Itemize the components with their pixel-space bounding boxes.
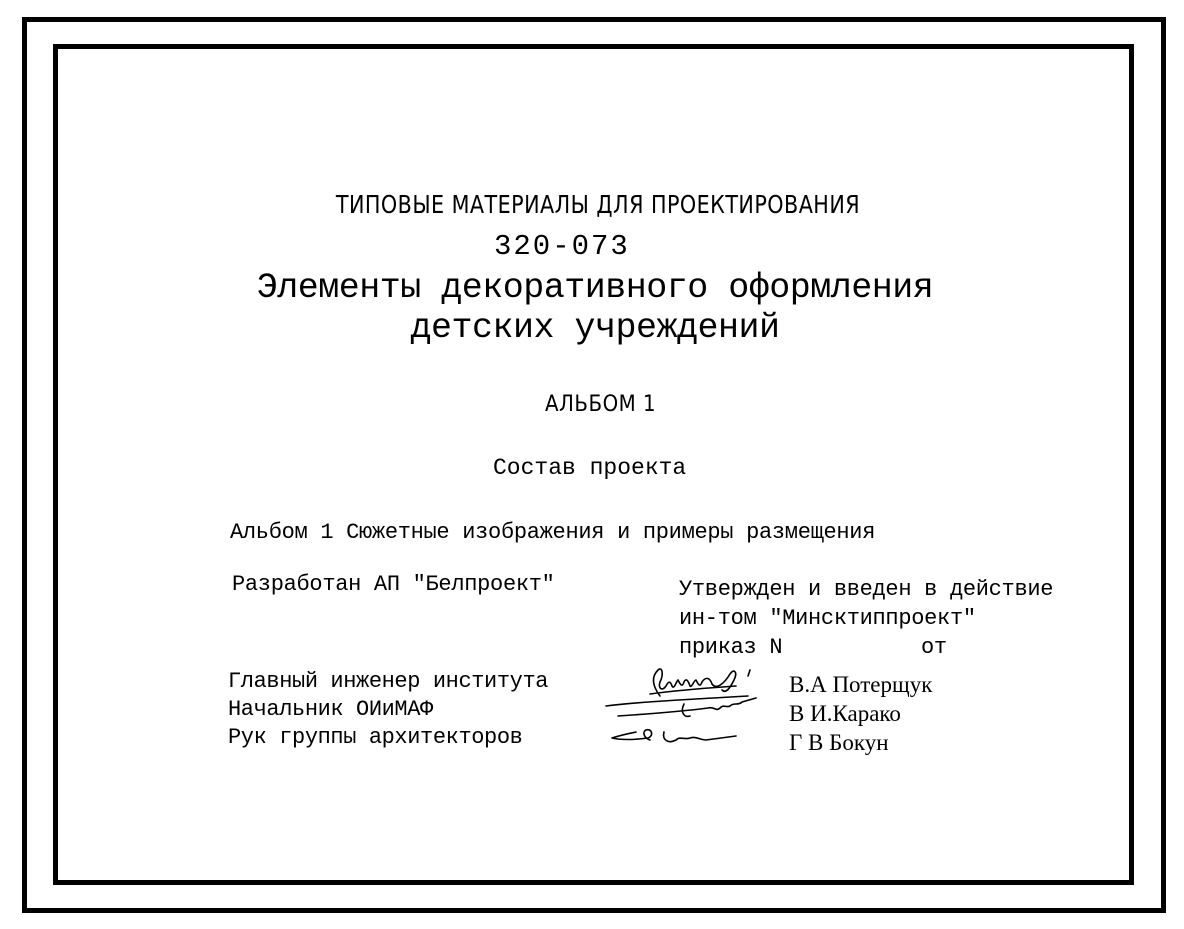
section-title: Состав проекта [493, 455, 687, 481]
name-bokun: Г В Бокун [789, 730, 889, 755]
role-architect-group-lead: Рук группы архитекторов [228, 725, 523, 750]
handwritten-signatures [598, 660, 778, 755]
role-chief-engineer: Главный инженер института [228, 669, 549, 694]
main-title-line-1: Элементы декоративного оформления [256, 268, 934, 308]
signatory-names [789, 670, 932, 757]
approval-from: от [921, 635, 947, 660]
role-department-head: Начальник ОИиМАФ [228, 697, 433, 722]
main-title [0, 268, 1184, 348]
developed-by: Разработан АП "Белпроект" [232, 572, 555, 597]
approval-line-3: приказ N [679, 635, 783, 660]
document-code: 320-073 [494, 230, 630, 263]
main-title-line-2: детских учреждений [410, 308, 780, 348]
album-description: Альбом 1 Сюжетные изображения и примеры размещения [230, 520, 876, 545]
approval-line-1: Утвержден и введен в действие [679, 577, 1054, 602]
series-title: ТИПОВЫЕ МАТЕРИАЛЫ ДЛЯ ПРОЕКТИРОВАНИЯ [335, 190, 861, 219]
name-karako: В И.Карако [789, 701, 901, 726]
signatory-roles [228, 668, 548, 752]
name-poterschuk: В.А Потерщук [789, 672, 933, 697]
approval-line-2: ин-том "Минсктиппроект" [679, 606, 976, 631]
approval-block [679, 575, 1053, 662]
album-label: АЛЬБОМ 1 [545, 392, 657, 417]
